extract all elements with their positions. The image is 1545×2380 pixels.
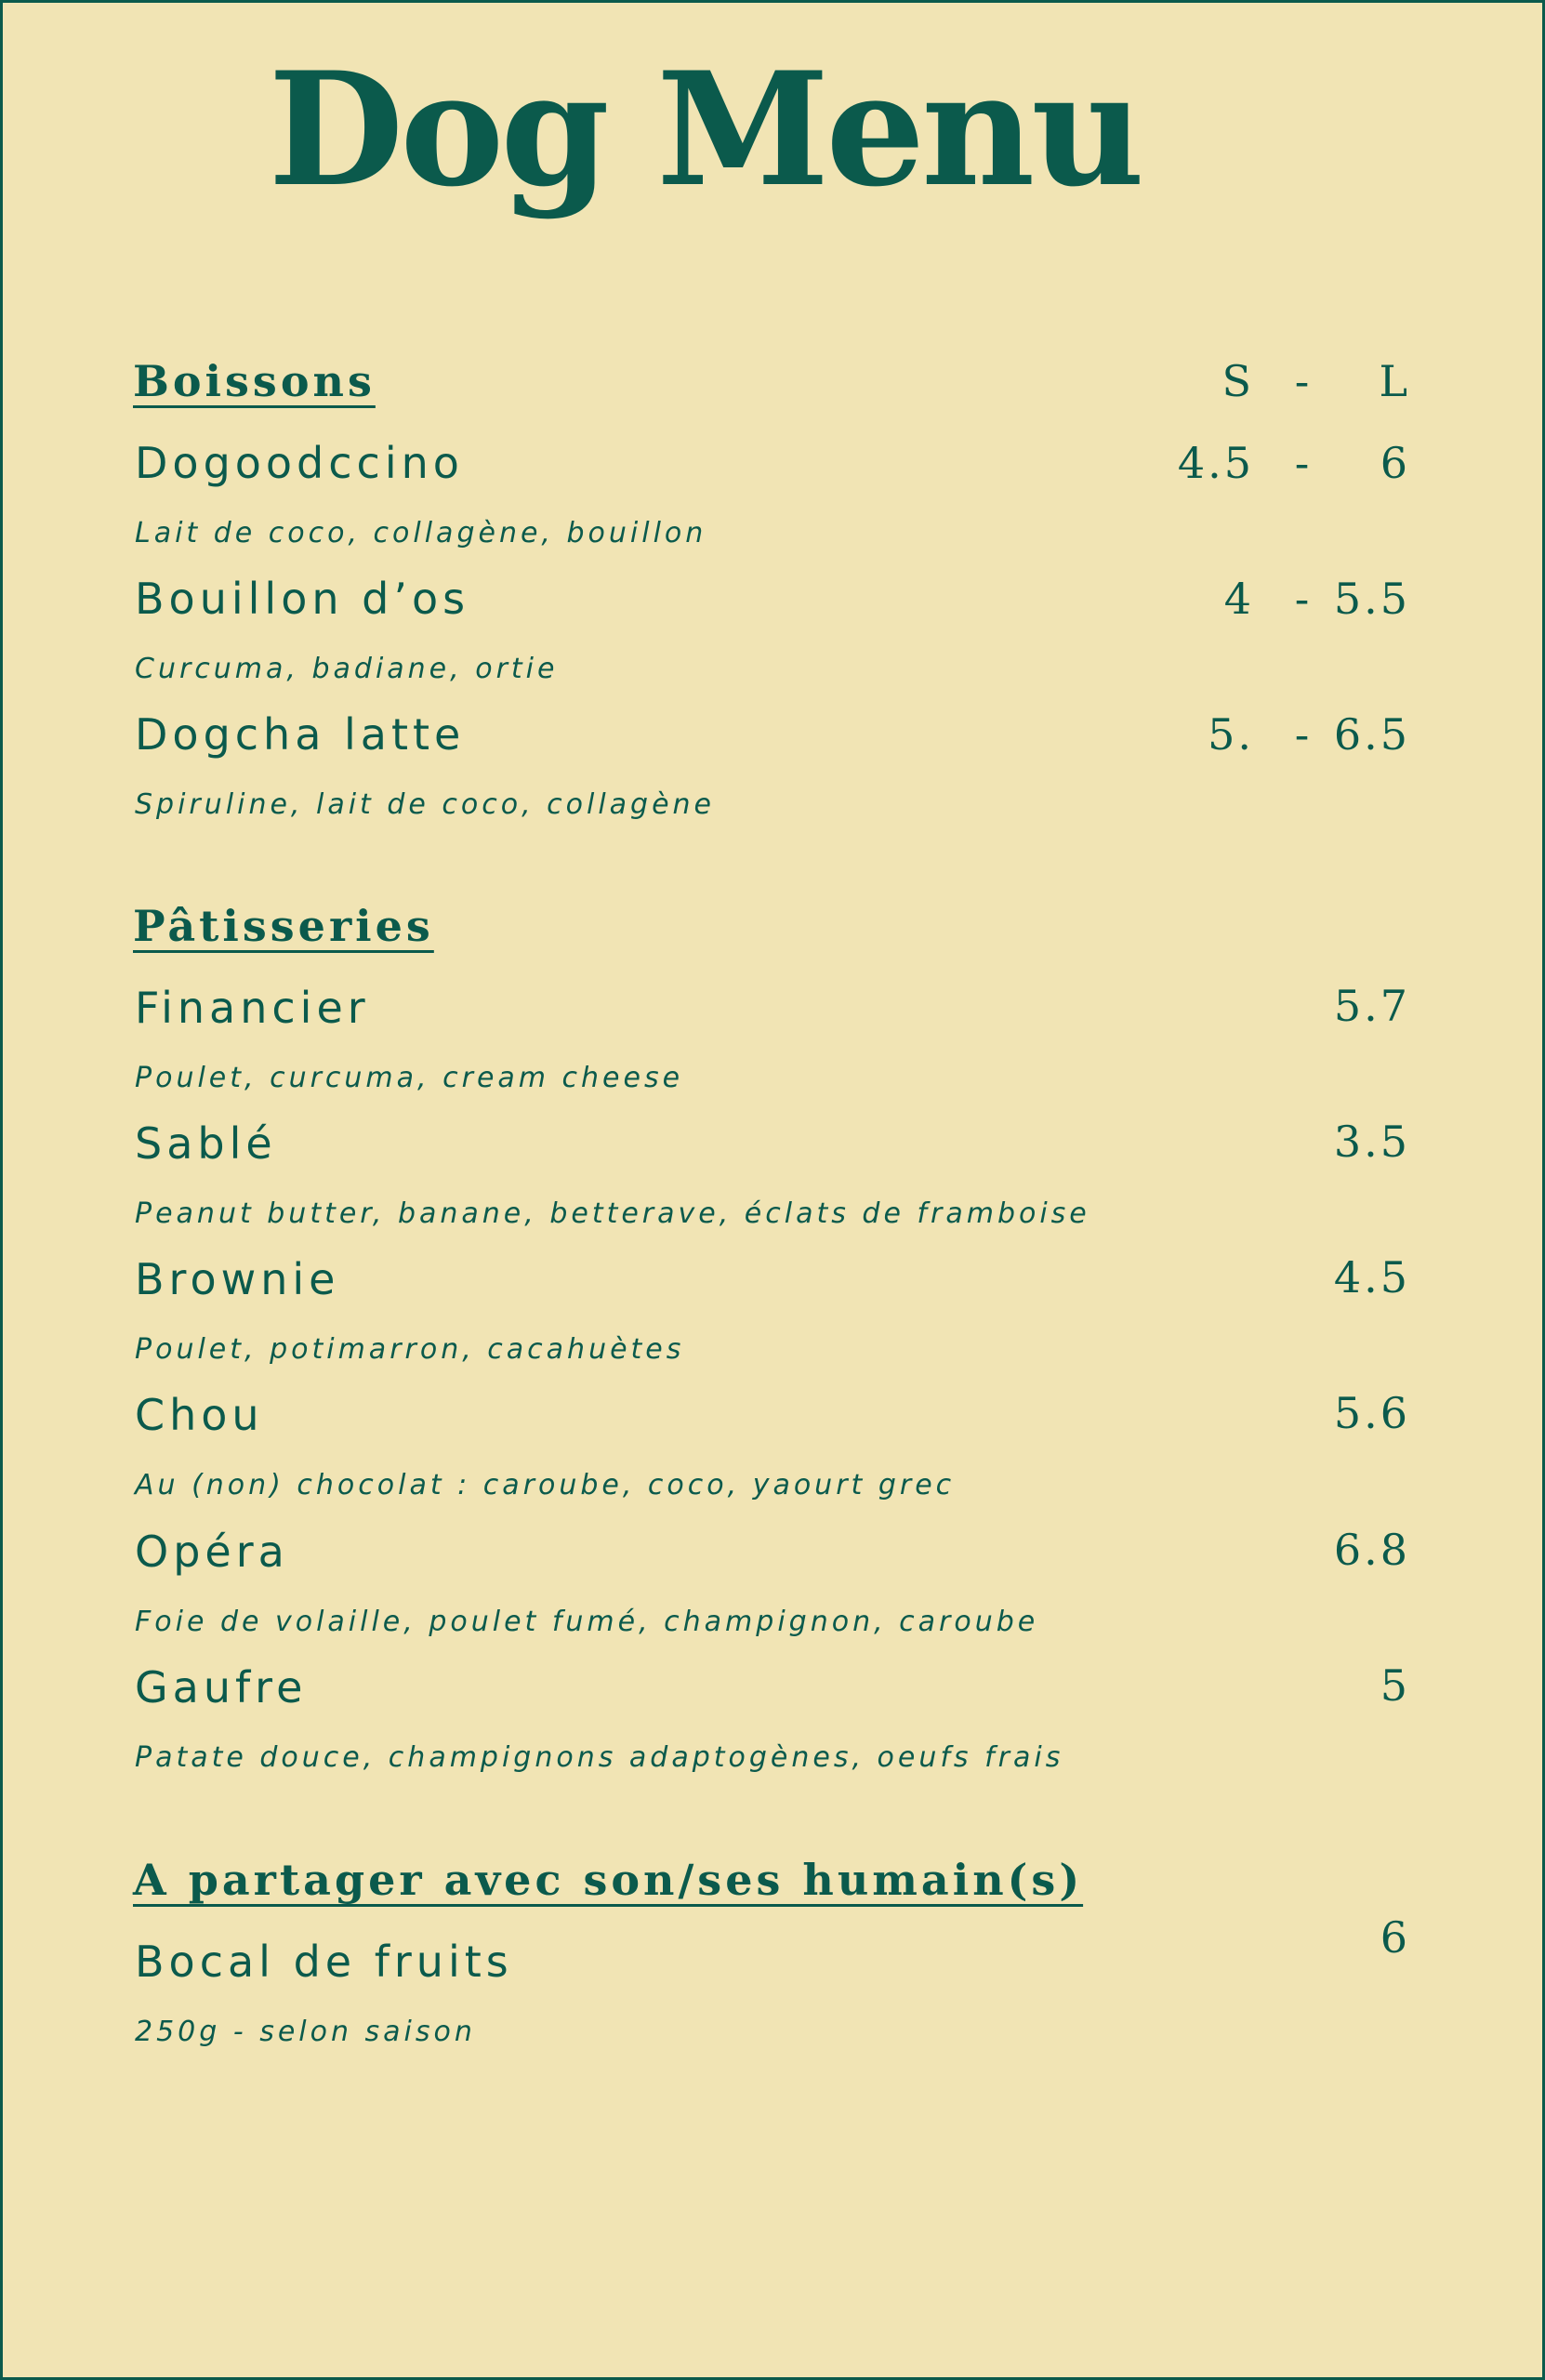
price-separator: - — [1294, 574, 1313, 624]
menu-item-description: Patate douce, champignons adaptogènes, oeufs frais — [135, 1741, 1064, 1774]
menu-item-price-s: 5. — [1208, 709, 1254, 760]
menu-item-price-l: 5.5 — [1333, 574, 1410, 624]
menu-item-description: Poulet, curcuma, cream cheese — [135, 1062, 684, 1094]
menu-item-price-l: 6.5 — [1333, 709, 1410, 760]
menu-item-description: Lait de coco, collagène, bouillon — [135, 517, 707, 549]
menu-item-name: Financier — [135, 983, 370, 1033]
menu-item-name: Opéra — [135, 1527, 289, 1577]
menu-item-price: 5.6 — [1333, 1388, 1410, 1438]
menu-item-name: Dogoodccino — [135, 438, 464, 488]
menu-title: Dog Menu — [268, 37, 1142, 221]
menu-item-description: Peanut butter, banane, betterave, éclats de framboise — [135, 1197, 1090, 1230]
menu-item-name: Dogcha latte — [135, 709, 466, 760]
menu-item-name: Bouillon d’os — [135, 574, 470, 624]
menu-item-price: 6 — [1380, 1912, 1410, 1963]
section-heading-patisseries: Pâtisseries — [133, 901, 434, 951]
section-heading-partager: A partager avec son/ses humain(s) — [133, 1855, 1084, 1905]
price-separator: - — [1294, 438, 1313, 488]
menu-item-price: 6.8 — [1333, 1525, 1410, 1575]
menu-item-description: Spiruline, lait de coco, collagène — [135, 788, 716, 821]
menu-item-name: Brownie — [135, 1254, 340, 1304]
menu-item-price: 5 — [1380, 1660, 1410, 1711]
section-heading-boissons: Boissons — [133, 356, 376, 406]
menu-item-price-s: 4.5 — [1177, 438, 1254, 488]
menu-item-price: 5.7 — [1333, 981, 1410, 1031]
menu-item-description: Curcuma, badiane, ortie — [135, 653, 559, 685]
size-header-l: L — [1379, 356, 1410, 406]
menu-item-name: Sablé — [135, 1118, 277, 1169]
menu-item-name: Chou — [135, 1390, 264, 1440]
size-header-separator: - — [1294, 356, 1313, 406]
size-header-s: S — [1221, 356, 1254, 406]
menu-item-description: 250g - selon saison — [135, 2016, 476, 2048]
menu-item-description: Foie de volaille, poulet fumé, champignon, caroube — [135, 1606, 1039, 1638]
menu-item-name: Bocal de fruits — [135, 1937, 513, 1987]
menu-item-name: Gaufre — [135, 1662, 308, 1712]
menu-item-price-s: 4 — [1223, 574, 1254, 624]
menu-item-price-l: 6 — [1380, 438, 1410, 488]
menu-item-price: 4.5 — [1333, 1252, 1410, 1302]
price-separator: - — [1294, 709, 1313, 760]
menu-item-description: Poulet, potimarron, cacahuètes — [135, 1333, 685, 1366]
menu-item-description: Au (non) chocolat : caroube, coco, yaourt grec — [135, 1469, 956, 1501]
menu-item-price: 3.5 — [1333, 1117, 1410, 1167]
